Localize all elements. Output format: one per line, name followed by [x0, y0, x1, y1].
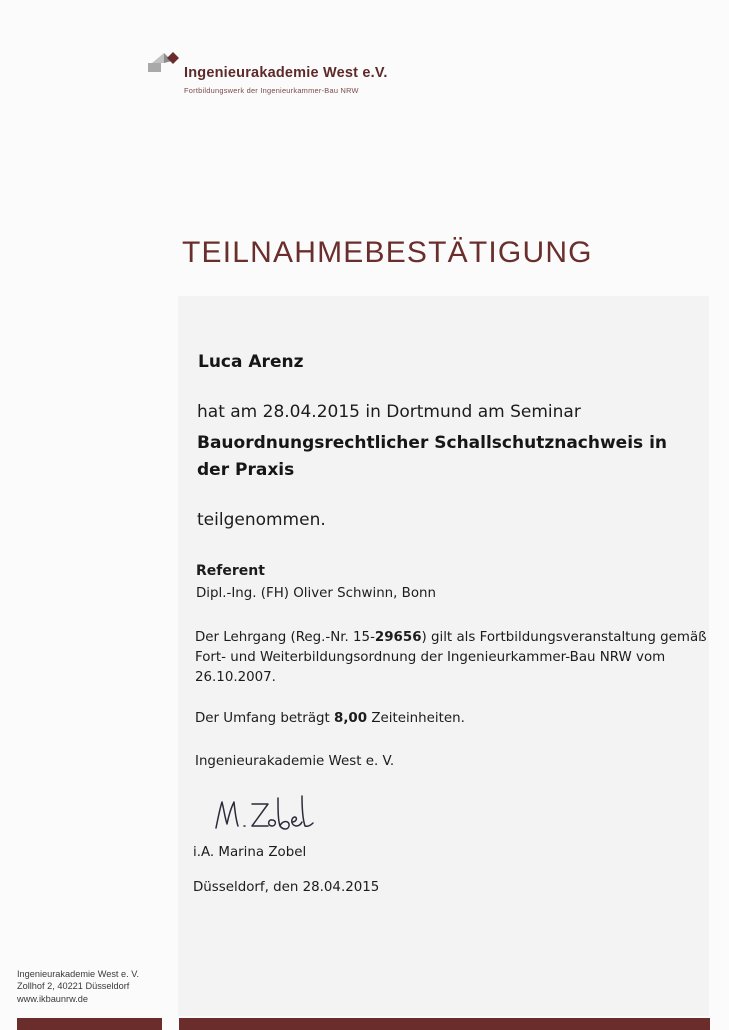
course-text-after: ) gilt als Fortbildungsveranstaltung gemäß Fort- und Weiterbildungsordnung der Ingenieurkammer-Bau NRW vom 26.10.2007.: [195, 630, 707, 685]
scope-statement: [195, 711, 465, 726]
attendance-line: hat am 28.04.2015 in Dortmund am Seminar: [197, 402, 581, 422]
page-title: TEILNAHMEBESTÄTIGUNG: [182, 236, 593, 269]
org-subtitle: Fortbildungswerk der Ingenieurkammer-Bau NRW: [184, 86, 359, 95]
participant-name: Luca Arenz: [198, 352, 304, 372]
scope-text-before: Der Umfang beträgt: [195, 711, 335, 726]
footer-bar-left: [17, 1018, 162, 1030]
referent-heading: Referent: [196, 563, 265, 579]
handwritten-signature: [206, 790, 316, 838]
course-text-before: Der Lehrgang (Reg.-Nr. 15-: [195, 630, 375, 645]
place-date: Düsseldorf, den 28.04.2015: [193, 880, 380, 895]
registration-number: 29656: [374, 630, 422, 645]
scope-text-after: Zeiteinheiten.: [367, 711, 465, 726]
academy-logo-icon: [148, 49, 184, 75]
signer-name: i.A. Marina Zobel: [193, 845, 307, 860]
org-name: Ingenieurakademie West e.V.: [184, 65, 388, 81]
issuing-organization: Ingenieurakademie West e. V.: [195, 754, 395, 769]
seminar-title: Bauordnungsrechtlicher Schallschutznachweis in der Praxis: [197, 433, 667, 480]
referent-name: Dipl.-Ing. (FH) Oliver Schwinn, Bonn: [196, 586, 437, 601]
footer-org: Ingenieurakademie West e. V.: [17, 969, 140, 979]
scope-value: 8,00: [334, 711, 368, 726]
footer-website: www.ikbaunrw.de: [17, 993, 88, 1004]
footer-street: Zollhof 2, 40221 Düsseldorf: [17, 981, 130, 992]
attended-text: teilgenommen.: [197, 510, 326, 530]
footer-address: [17, 968, 139, 1005]
footer-bar-right: [179, 1018, 710, 1030]
course-statement: [195, 628, 720, 688]
